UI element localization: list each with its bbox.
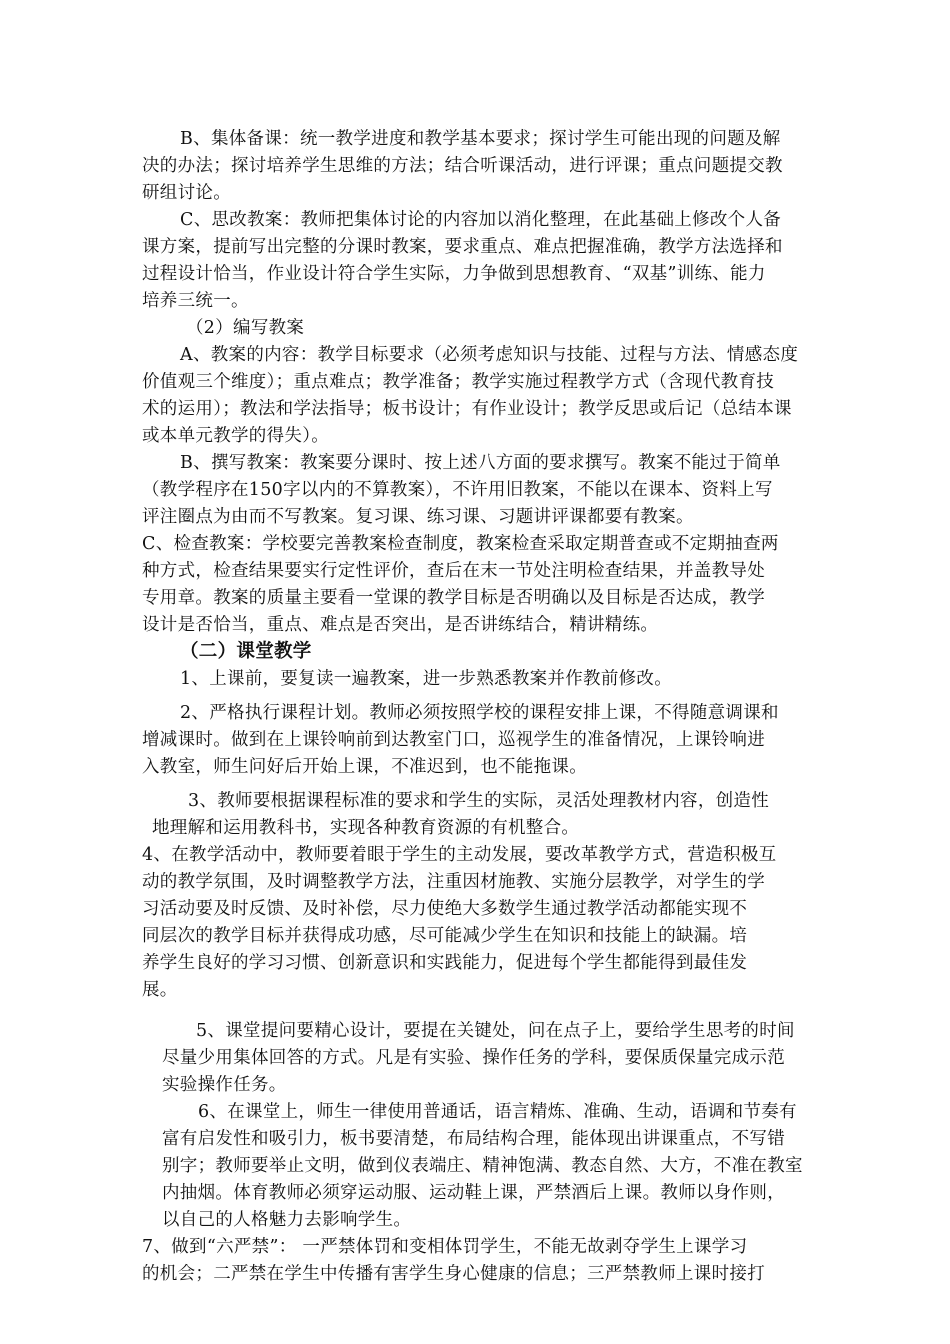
- paragraph-line: 设计是否恰当，重点、难点是否突出，是否讲练结合，精讲精练。: [142, 615, 659, 635]
- paragraph-line: 入教室，师生问好后开始上课，不准迟到，也不能拖课。: [142, 757, 587, 777]
- paragraph-line: 4、在教学活动中，教师要着眼于学生的主动发展，要改革教学方式，营造积极互: [142, 845, 777, 865]
- paragraph-line: 实验操作任务。: [162, 1075, 287, 1095]
- paragraph-line: 种方式，检查结果要实行定性评价，查后在末一节处注明检查结果，并盖教导处: [142, 561, 765, 581]
- paragraph-line: （教学程序在150字以内的不算教案），不许用旧教案，不能以在课本、资料上写: [142, 480, 773, 500]
- paragraph-line: 1、上课前，要复读一遍教案，进一步熟悉教案并作教前修改。: [180, 669, 673, 689]
- paragraph-line: B、撰写教案：教案要分课时、按上述八方面的要求撰写。教案不能过于简单: [180, 453, 781, 473]
- paragraph-line: C、思改教案：教师把集体讨论的内容加以消化整理，在此基础上修改个人备: [180, 210, 782, 230]
- paragraph-line: 富有启发性和吸引力，板书要清楚，布局结构合理，能体现出讲课重点，不写错: [162, 1129, 785, 1149]
- paragraph-line: 价值观三个维度）；重点难点；教学准备；教学实施过程教学方式（含现代教育技: [142, 372, 775, 392]
- paragraph-line: 增减课时。做到在上课铃响前到达教室门口，巡视学生的准备情况，上课铃响进: [142, 730, 765, 750]
- paragraph-line: 评注圈点为由而不写教案。复习课、练习课、习题讲评课都要有教案。: [142, 507, 694, 527]
- paragraph-line: A、教案的内容：教学目标要求（必须考虑知识与技能、过程与方法、情感态度: [180, 345, 799, 365]
- paragraph-line: 尽量少用集体回答的方式。凡是有实验、操作任务的学科，要保质保量完成示范: [162, 1048, 785, 1068]
- paragraph-line: 养学生良好的学习习惯、创新意识和实践能力，促进每个学生都能得到最佳发: [142, 953, 748, 973]
- paragraph-line: B、集体备课：统一教学进度和教学基本要求；探讨学生可能出现的问题及解: [180, 129, 781, 149]
- paragraph-line: 6、在课堂上，师生一律使用普通话，语言精炼、准确、生动，语调和节奏有: [198, 1102, 797, 1122]
- paragraph-line: 地理解和运用教科书，实现各种教育资源的有机整合。: [152, 818, 580, 838]
- subsection-heading: （2）编写教案: [186, 318, 305, 338]
- paragraph-line: 5、课堂提问要精心设计，要提在关键处，问在点子上，要给学生思考的时间: [196, 1021, 795, 1041]
- paragraph-line: 展。: [142, 980, 178, 1000]
- paragraph-line: 内抽烟。体育教师必须穿运动服、运动鞋上课，严禁酒后上课。教师以身作则，: [162, 1183, 785, 1203]
- paragraph-line: 2、严格执行课程计划。教师必须按照学校的课程安排上课，不得随意调课和: [180, 703, 779, 723]
- paragraph-line: 课方案，提前写出完整的分课时教案，要求重点、难点把握准确，教学方法选择和: [142, 237, 783, 257]
- paragraph-line: 培养三统一。: [142, 291, 249, 311]
- paragraph-line: 过程设计恰当，作业设计符合学生实际，力争做到思想教育、“双基”训练、能力: [142, 264, 766, 284]
- paragraph-line: 别字；教师要举止文明，做到仪表端庄、精神饱满、教态自然、大方，不准在教室: [162, 1156, 803, 1176]
- paragraph-line: 或本单元教学的得失）。: [142, 426, 330, 446]
- paragraph-line: 术的运用）；教法和学法指导；板书设计；有作业设计；教学反思或后记（总结本课: [142, 399, 792, 419]
- paragraph-line: 的机会；二严禁在学生中传播有害学生身心健康的信息；三严禁教师上课时接打: [142, 1264, 765, 1284]
- section-heading: （二）课堂教学: [180, 641, 312, 662]
- paragraph-line: 研组讨论。: [142, 183, 231, 203]
- paragraph-line: C、检查教案：学校要完善教案检查制度，教案检查采取定期普查或不定期抽查两: [142, 534, 779, 554]
- paragraph-line: 动的教学氛围，及时调整教学方法，注重因材施教、实施分层教学，对学生的学: [142, 872, 765, 892]
- paragraph-line: 决的办法；探讨培养学生思维的方法；结合听课活动，进行评课；重点问题提交教: [142, 156, 783, 176]
- paragraph-line: 同层次的教学目标并获得成功感，尽可能减少学生在知识和技能上的缺漏。培: [142, 926, 748, 946]
- paragraph-line: 以自己的人格魅力去影响学生。: [162, 1210, 412, 1230]
- paragraph-line: 3、教师要根据课程标准的要求和学生的实际，灵活处理教材内容，创造性: [188, 791, 770, 811]
- paragraph-line: 习活动要及时反馈、及时补偿，尽力使绝大多数学生通过教学活动都能实现不: [142, 899, 748, 919]
- paragraph-line: 专用章。教案的质量主要看一堂课的教学目标是否明确以及目标是否达成，教学: [142, 588, 765, 608]
- paragraph-line: 7、做到“六严禁”： 一严禁体罚和变相体罚学生，不能无故剥夺学生上课学习: [142, 1237, 748, 1257]
